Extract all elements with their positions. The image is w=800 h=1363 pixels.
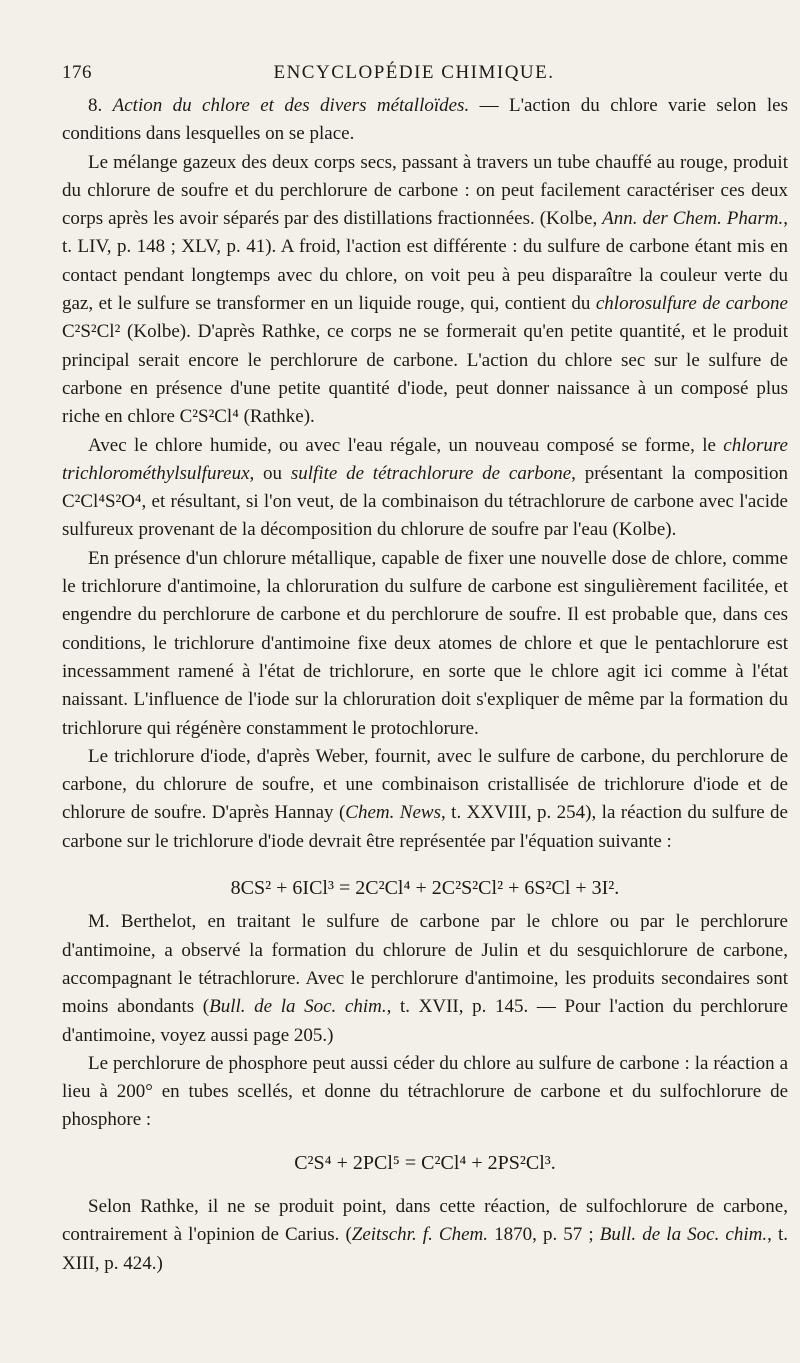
- paragraph-4: En présence d'un chlorure métallique, capable de fixer une nouvelle dose de chlore, comme le trichlorure d'antimoine, la chloruration du sulfure de carbone est singulièrement facilitée, et engendre du perchlorure de carbone et du perchlorure de soufre. Il est probable que, dans ces conditions, le trichlorure d'antimoine fixe deux atomes de chlore et que le pentachlorure est incessamment ramené à l'état de trichlorure, en sorte que le chlore agit ici comme à l'état naissant. L'influence de l'iode sur la chloruration doit s'expliquer de même par la formation du trichlorure qui régénère constamment le protochlorure.: [62, 547, 788, 739]
- paragraph-text: , t. LIV, p. 148 ; XLV, p. 41). A froid, l'action est différente : du sulfure de carbone étant mis en contact pendant longtemps avec du chlore, on voit peu à peu disparaître la couleur verte du gaz, et le sulfure se transformer en un liquide rouge, qui, contient du: [62, 208, 788, 315]
- page-number: 176: [62, 62, 92, 83]
- chemical-equation-2: C²S⁴ + 2PCl⁵ = C²Cl⁴ + 2PS²Cl³.: [294, 1151, 556, 1174]
- paragraph-5: [62, 743, 788, 856]
- citation-title: Chem. News: [345, 802, 441, 824]
- section-heading: Action du chlore et des divers métalloïdes.: [112, 95, 470, 116]
- paragraph-text: présentant la composition C²Cl⁴S²O⁴, et résultant, si l'on veut, de la combinaison du tétrachlorure de carbone avec l'acide sulfureux provenant de la décomposition du chlorure de soufre par l'eau (Kolbe).: [62, 462, 789, 541]
- paragraph-text: ou: [254, 462, 291, 484]
- citation-title: Bull. de la Soc. chim.: [599, 1224, 768, 1246]
- compound-name: chlorure trichlorométhylsulfureux,: [62, 434, 788, 484]
- paragraph-6: [62, 908, 788, 1049]
- paragraph-text: — L'action du chlore varie selon les conditions dans lesquelles on se place.: [62, 95, 789, 145]
- page-body: [62, 92, 788, 1278]
- paragraph-text: Le trichlorure d'iode, d'après Weber, fournit, avec le sulfure de carbone, du perchlorure de carbone, du chlorure de soufre, et une combinaison cristallisée de trichlorure d'iode et de chlorure de soufre. D'après Hannay (: [62, 745, 788, 824]
- citation-title: Zeitschr. f. Chem.: [351, 1224, 488, 1246]
- paragraph-1: [62, 92, 788, 149]
- paragraph-text: , t. XXVIII, p. 254), la réaction du sulfure de carbone sur le trichlorure d'iode devrait être représentée par l'équation suivante :: [62, 802, 788, 852]
- paragraph-text: , t. XIII, p. 424.): [62, 1224, 788, 1274]
- running-header: [62, 62, 766, 84]
- paragraph-3: [62, 432, 788, 545]
- paragraph-text: , t. XVII, p. 145. — Pour l'action du perchlorure d'antimoine, voyez aussi page 205.): [62, 996, 788, 1046]
- compound-name: chlorosulfure de carbone: [595, 293, 788, 315]
- paragraph-text: 1870, p. 57 ;: [488, 1224, 600, 1246]
- running-title: ENCYCLOPÉDIE CHIMIQUE.: [273, 62, 555, 83]
- paragraph-text: Selon Rathke, il ne se produit point, dans cette réaction, de sulfochlorure de carbone, contrairement à l'opinion de Carius. (: [62, 1195, 788, 1246]
- section-number: 8.: [88, 95, 113, 116]
- citation-title: Bull. de la Soc. chim.: [209, 996, 387, 1018]
- chemical-equation-1: 8CS² + 6ICl³ = 2C²Cl⁴ + 2C²S²Cl² + 6S²Cl + 3I².: [230, 877, 620, 900]
- paragraph-2: [62, 149, 788, 432]
- paragraph-text: Avec le chlore humide, ou avec l'eau régale, un nouveau composé se forme, le: [88, 434, 724, 456]
- paragraph-7: Le perchlorure de phosphore peut aussi céder du chlore au sulfure de carbone : la réaction a lieu à 200° en tubes scellés, et donne du tétrachlorure de carbone et du sulfochlorure de phosphore :: [62, 1052, 788, 1131]
- paragraph-text: Le mélange gazeux des deux corps secs, passant à travers un tube chauffé au rouge, produit du chlorure de soufre et du perchlorure de carbone : on peut facilement caractériser ces deux corps après les avoir séparés par des distillations fractionnées. (Kolbe,: [62, 151, 788, 230]
- citation-title: Ann. der Chem. Pharm.: [602, 208, 784, 230]
- compound-name: sulfite de tétrachlorure de carbone,: [290, 462, 576, 484]
- paragraph-text: M. Berthelot, en traitant le sulfure de carbone par le chlore ou par le perchlorure d'antimoine, a observé la formation du chlorure de Julin et du sesquichlorure de carbone, accompagnant le tétrachlorure. Avec le perchlorure d'antimoine, les produits secondaires sont moins abondants (: [62, 911, 788, 1018]
- paragraph-8: [62, 1193, 788, 1278]
- paragraph-text: C²S²Cl² (Kolbe). D'après Rathke, ce corps ne se formerait qu'en petite quantité, et le produit principal serait encore le perchlorure de carbone. L'action du chlore sec sur le sulfure de carbone en présence d'une petite quantité d'iode, peut donner naissance à un composé plus riche en chlore C²S²Cl⁴ (Rathke).: [62, 321, 788, 428]
